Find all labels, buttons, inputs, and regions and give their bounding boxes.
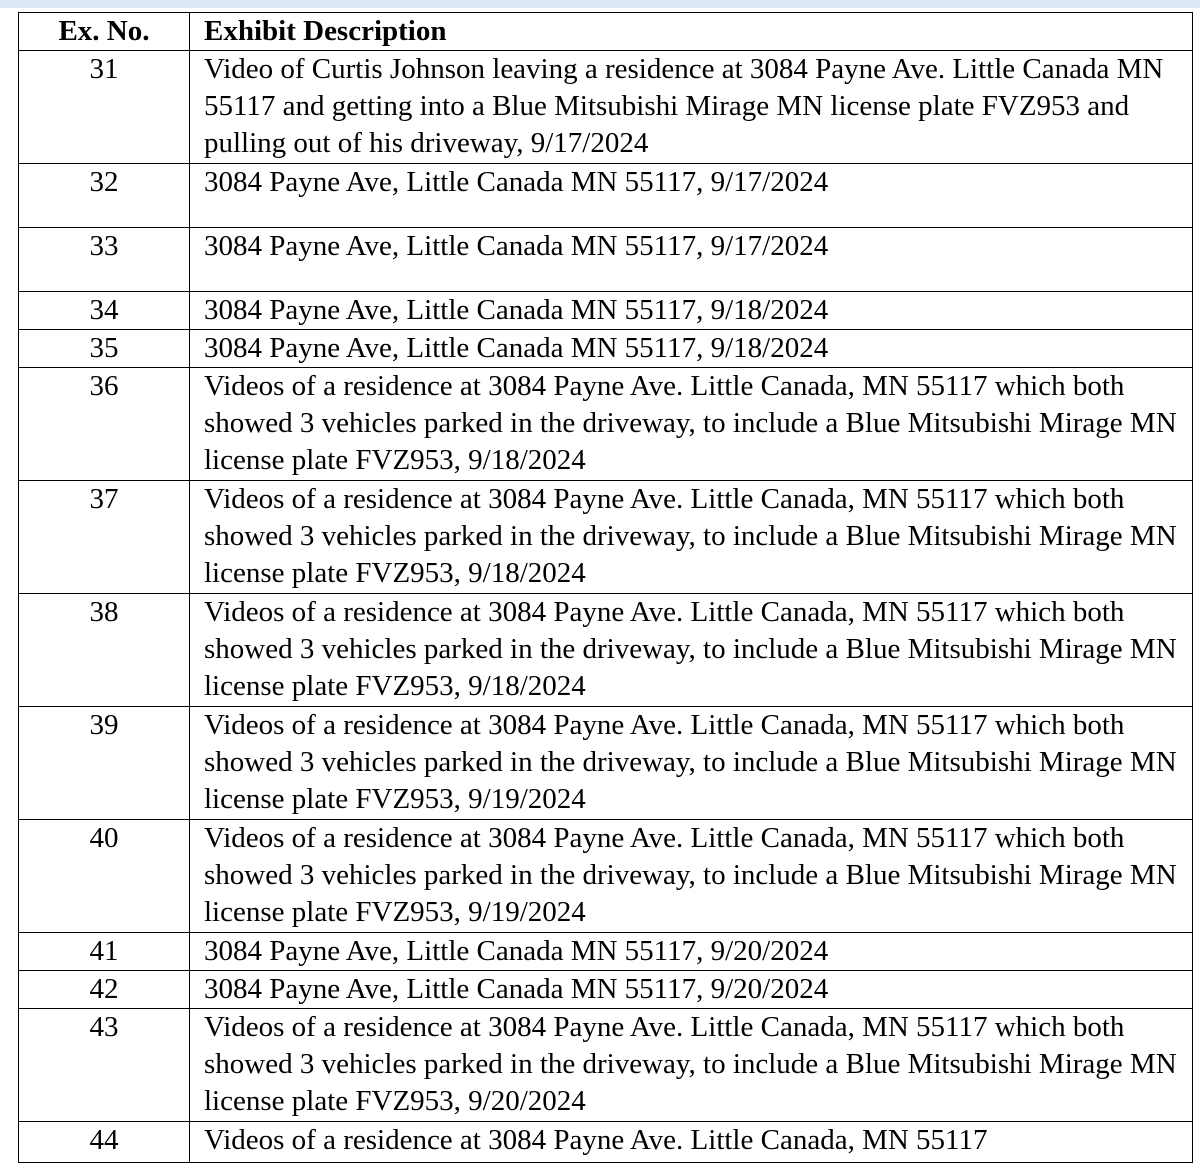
exhibit-description: 3084 Payne Ave, Little Canada MN 55117, 9/17/2024 xyxy=(190,164,1193,228)
top-strip xyxy=(0,0,1200,8)
exhibit-number: 44 xyxy=(19,1122,190,1163)
table-row xyxy=(19,228,1193,292)
exhibit-table xyxy=(18,12,1193,1163)
table-row xyxy=(19,368,1193,481)
table-row xyxy=(19,820,1193,933)
exhibit-description: 3084 Payne Ave, Little Canada MN 55117, 9/20/2024 xyxy=(190,933,1193,971)
exhibit-number: 40 xyxy=(19,820,190,933)
exhibit-number: 38 xyxy=(19,594,190,707)
table-row xyxy=(19,164,1193,228)
table-row xyxy=(19,292,1193,330)
table-row xyxy=(19,971,1193,1009)
table-row xyxy=(19,594,1193,707)
exhibit-number: 37 xyxy=(19,481,190,594)
table-row xyxy=(19,1122,1193,1163)
exhibit-description: 3084 Payne Ave, Little Canada MN 55117, 9/18/2024 xyxy=(190,292,1193,330)
table-row xyxy=(19,330,1193,368)
exhibit-number: 35 xyxy=(19,330,190,368)
exhibit-number: 43 xyxy=(19,1009,190,1122)
exhibit-number: 39 xyxy=(19,707,190,820)
exhibit-description: Videos of a residence at 3084 Payne Ave. Little Canada, MN 55117 which both showed 3 vehicles parked in the driveway, to include a Blue Mitsubishi Mirage MN license plate FVZ953, 9/18/2024 xyxy=(190,481,1193,594)
exhibit-number: 33 xyxy=(19,228,190,292)
table-header-row xyxy=(19,13,1193,51)
header-exhibit-description: Exhibit Description xyxy=(190,13,1193,51)
exhibit-description: Videos of a residence at 3084 Payne Ave. Little Canada, MN 55117 which both showed 3 vehicles parked in the driveway, to include a Blue Mitsubishi Mirage MN license plate FVZ953, 9/18/2024 xyxy=(190,368,1193,481)
table-row xyxy=(19,707,1193,820)
table-row xyxy=(19,51,1193,164)
exhibit-description: Videos of a residence at 3084 Payne Ave. Little Canada, MN 55117 which both showed 3 vehicles parked in the driveway, to include a Blue Mitsubishi Mirage MN license plate FVZ953, 9/19/2024 xyxy=(190,707,1193,820)
exhibit-number: 34 xyxy=(19,292,190,330)
exhibit-description: 3084 Payne Ave, Little Canada MN 55117, 9/20/2024 xyxy=(190,971,1193,1009)
exhibit-description: Videos of a residence at 3084 Payne Ave. Little Canada, MN 55117 xyxy=(190,1122,1193,1163)
exhibit-number: 41 xyxy=(19,933,190,971)
exhibit-number: 32 xyxy=(19,164,190,228)
exhibit-number: 42 xyxy=(19,971,190,1009)
exhibit-description: 3084 Payne Ave, Little Canada MN 55117, 9/17/2024 xyxy=(190,228,1193,292)
exhibit-number: 36 xyxy=(19,368,190,481)
exhibit-description: Videos of a residence at 3084 Payne Ave. Little Canada, MN 55117 which both showed 3 vehicles parked in the driveway, to include a Blue Mitsubishi Mirage MN license plate FVZ953, 9/19/2024 xyxy=(190,820,1193,933)
exhibit-description: Video of Curtis Johnson leaving a residence at 3084 Payne Ave. Little Canada MN 55117 and getting into a Blue Mitsubishi Mirage MN license plate FVZ953 and pulling out of his driveway, 9/17/2024 xyxy=(190,51,1193,164)
table-row xyxy=(19,481,1193,594)
exhibit-description: 3084 Payne Ave, Little Canada MN 55117, 9/18/2024 xyxy=(190,330,1193,368)
exhibit-description: Videos of a residence at 3084 Payne Ave. Little Canada, MN 55117 which both showed 3 vehicles parked in the driveway, to include a Blue Mitsubishi Mirage MN license plate FVZ953, 9/20/2024 xyxy=(190,1009,1193,1122)
exhibit-number: 31 xyxy=(19,51,190,164)
table-row xyxy=(19,1009,1193,1122)
exhibit-description: Videos of a residence at 3084 Payne Ave. Little Canada, MN 55117 which both showed 3 vehicles parked in the driveway, to include a Blue Mitsubishi Mirage MN license plate FVZ953, 9/18/2024 xyxy=(190,594,1193,707)
table-row xyxy=(19,933,1193,971)
header-exhibit-number: Ex. No. xyxy=(19,13,190,51)
